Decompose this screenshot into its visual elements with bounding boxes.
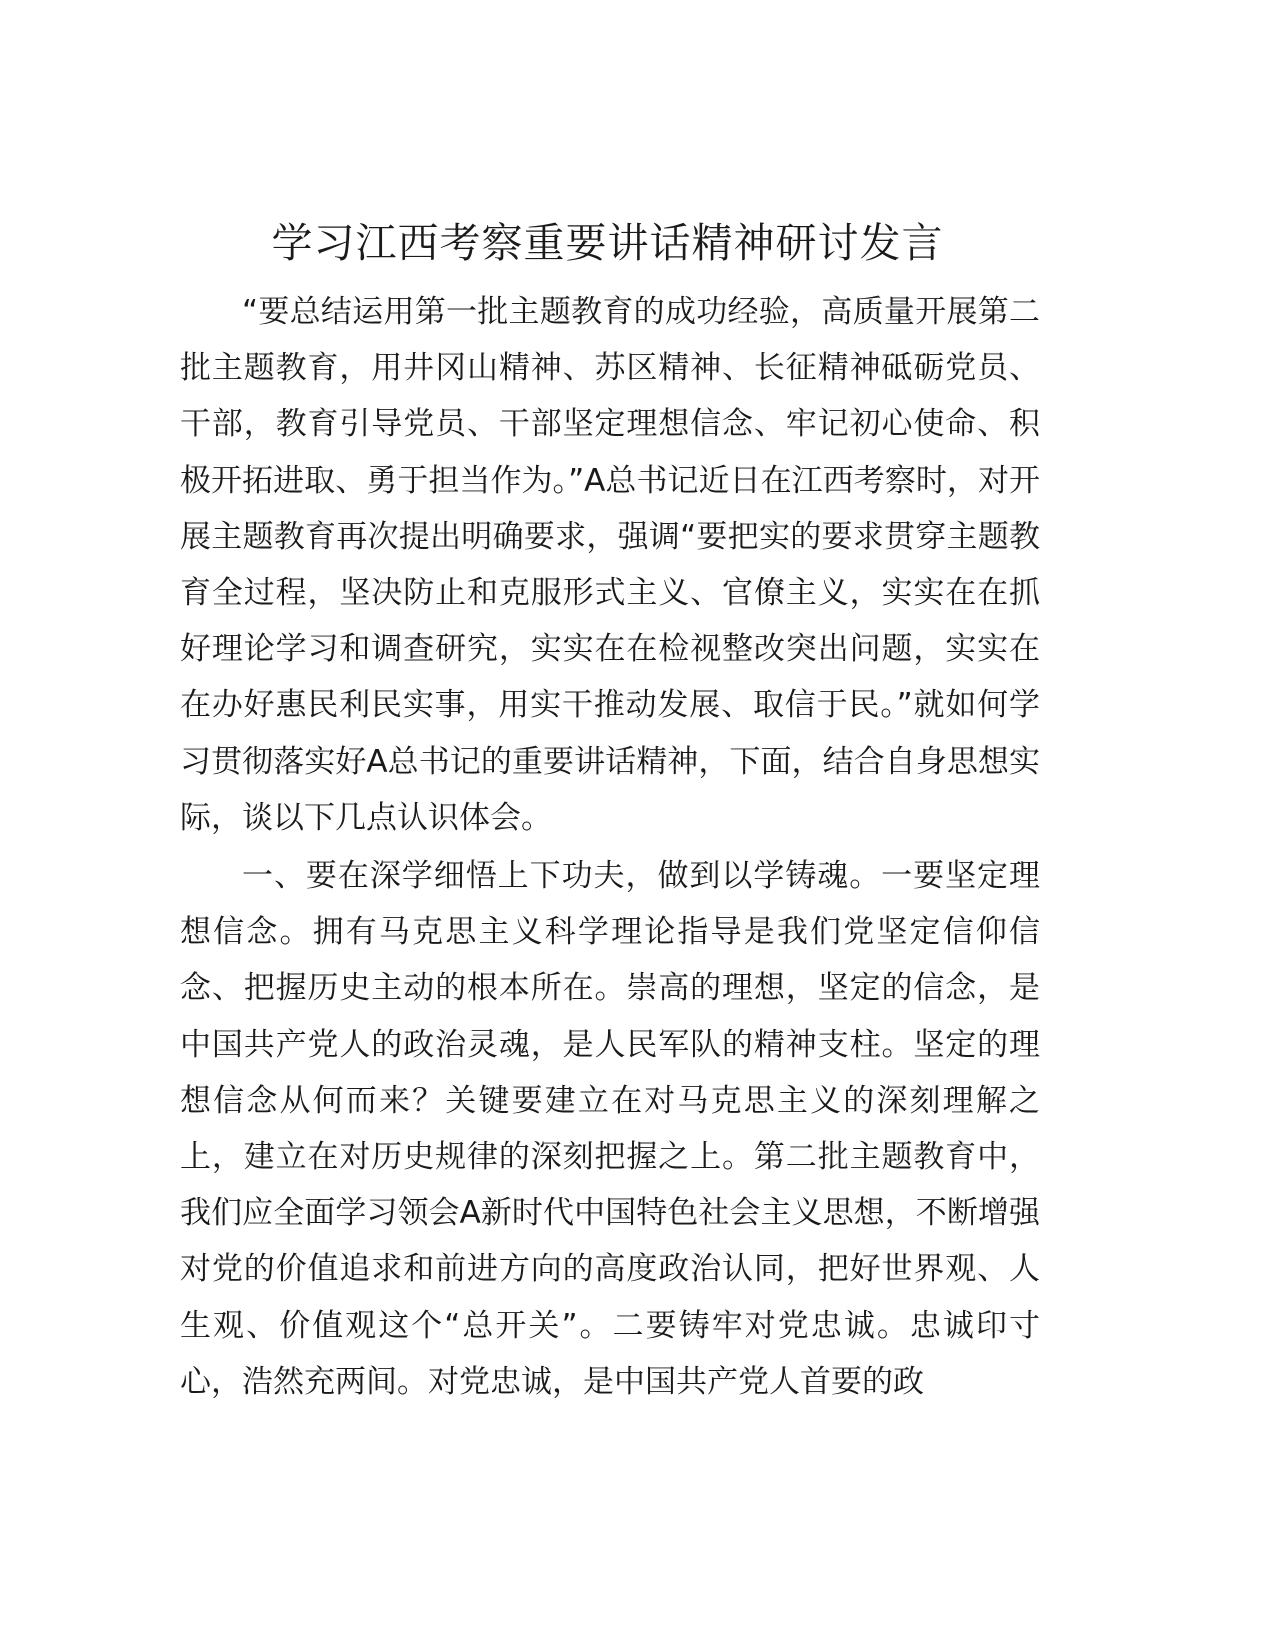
paragraph-section-one: 一、要在深学细悟上下功夫，做到以学铸魂。一要坚定理想信念。拥有马克思主义科学理论指导是我们党坚定信仰信念、把握历史主动的根本所在。崇高的理想，坚定的信念，是中国共产党人的政治灵魂，是人民军队的精神支柱。坚定的理想信念从何而来？关键要建立在对马克思主义的深刻理解之上，建立在对历史规律的深刻把握之上。第二批主题教育中，我们应全面学习领会A新时代中国特色社会主义思想，不断增强对党的价值追求和前进方向的高度政治认同，把好世界观、人生观、价值观这个“总开关”。二要铸牢对党忠诚。忠诚印寸心，浩然充两间。对党忠诚，是中国共产党人首要的政	[180, 858, 1040, 1400]
document-title: 学习江西考察重要讲话精神研讨发言	[271, 219, 944, 267]
paragraph-intro: “要总结运用第一批主题教育的成功经验，高质量开展第二批主题教育，用井冈山精神、苏区精神、长征精神砥砺党员、干部，教育引导党员、干部坚定理想信念、牢记初心使命、积极开拓进取、勇于担当作为。”A总书记近日在江西考察时，对开展主题教育再次提出明确要求，强调“要把实的要求贯穿主题教育全过程，坚决防止和克服形式主义、官僚主义，实实在在抓好理论学习和调查研究，实实在在检视整改突出问题，实实在在办好惠民利民实事，用实干推动发展、取信于民。”就如何学习贯彻落实好A总书记的重要讲话精神，下面，结合自身思想实际，谈以下几点认识体会。	[180, 294, 1040, 836]
